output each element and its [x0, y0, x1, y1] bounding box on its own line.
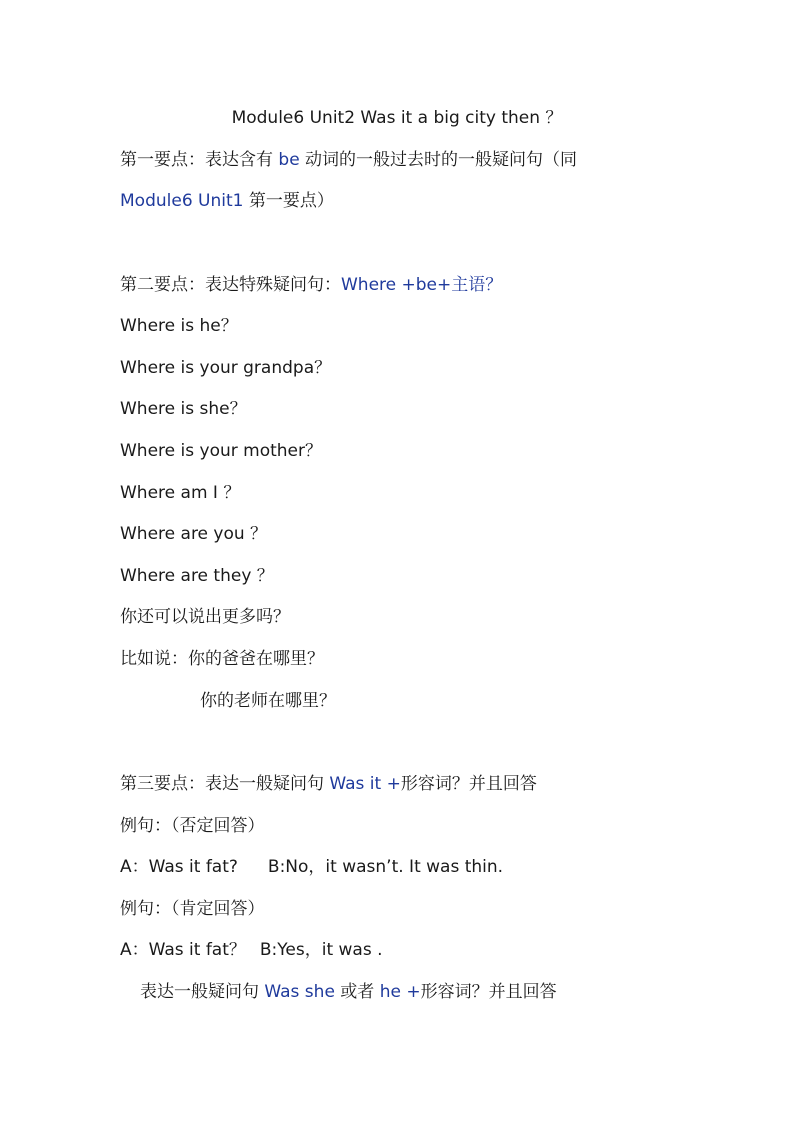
extra-prefix: 表达一般疑问句: [140, 982, 265, 1002]
point1-mid: 动词的一般过去时的一般疑问句（同: [299, 150, 578, 170]
extra-mid: 或者: [334, 982, 380, 1002]
point3-heading: [120, 772, 537, 796]
answer-b: B:Yes，it was .: [259, 940, 383, 960]
example-line: Where am I ？: [120, 483, 241, 503]
extra-suffix: 形容词？并且回答: [420, 982, 557, 1002]
negative-dialogue: [120, 855, 503, 879]
extra-he: he +: [379, 982, 421, 1002]
point1-line2: [120, 189, 334, 213]
page-title: Module6 Unit2 Was it a big city then ？: [231, 108, 563, 128]
point1-line1: [120, 148, 577, 172]
point3-pattern: Was it +: [329, 774, 401, 794]
extra-was-she: Was she: [264, 982, 335, 1002]
answer-b: B:No，it wasn’t. It was thin.: [267, 857, 504, 877]
point2-heading: [120, 273, 502, 297]
point2-pattern: Where +be+: [341, 275, 452, 295]
example-line: Where is he？: [120, 316, 238, 336]
point1-line2-rest: 第一要点）: [243, 191, 334, 211]
example-line: Where is she？: [120, 399, 247, 419]
positive-label: 例句：（肯定回答）: [120, 899, 265, 919]
point2-suffix: 主语？: [451, 275, 503, 295]
example-line: Where is your grandpa？: [120, 358, 332, 378]
negative-label: 例句：（否定回答）: [120, 816, 265, 836]
more-prompt: 你还可以说出更多吗？: [120, 607, 290, 627]
positive-dialogue: [120, 938, 383, 962]
point2-prefix: 第二要点：表达特殊疑问句：: [120, 275, 341, 295]
point1-module-ref: Module6 Unit1: [120, 191, 244, 211]
point1-be: be: [278, 150, 300, 170]
example-teacher: 你的老师在哪里？: [200, 691, 336, 711]
example-intro: 比如说：你的爸爸在哪里？: [120, 649, 324, 669]
point1-prefix: 第一要点：表达含有: [120, 150, 279, 170]
example-line: Where are you ？: [120, 524, 268, 544]
point3-prefix: 第三要点：表达一般疑问句: [120, 774, 330, 794]
question-a: A：Was it fat?: [120, 857, 238, 877]
point3-suffix: 形容词？并且回答: [400, 774, 537, 794]
extra-point: [140, 980, 557, 1004]
question-a: A：Was it fat？: [120, 940, 246, 960]
example-line: Where is your mother？: [120, 441, 322, 461]
example-line: Where are they ？: [120, 566, 274, 586]
